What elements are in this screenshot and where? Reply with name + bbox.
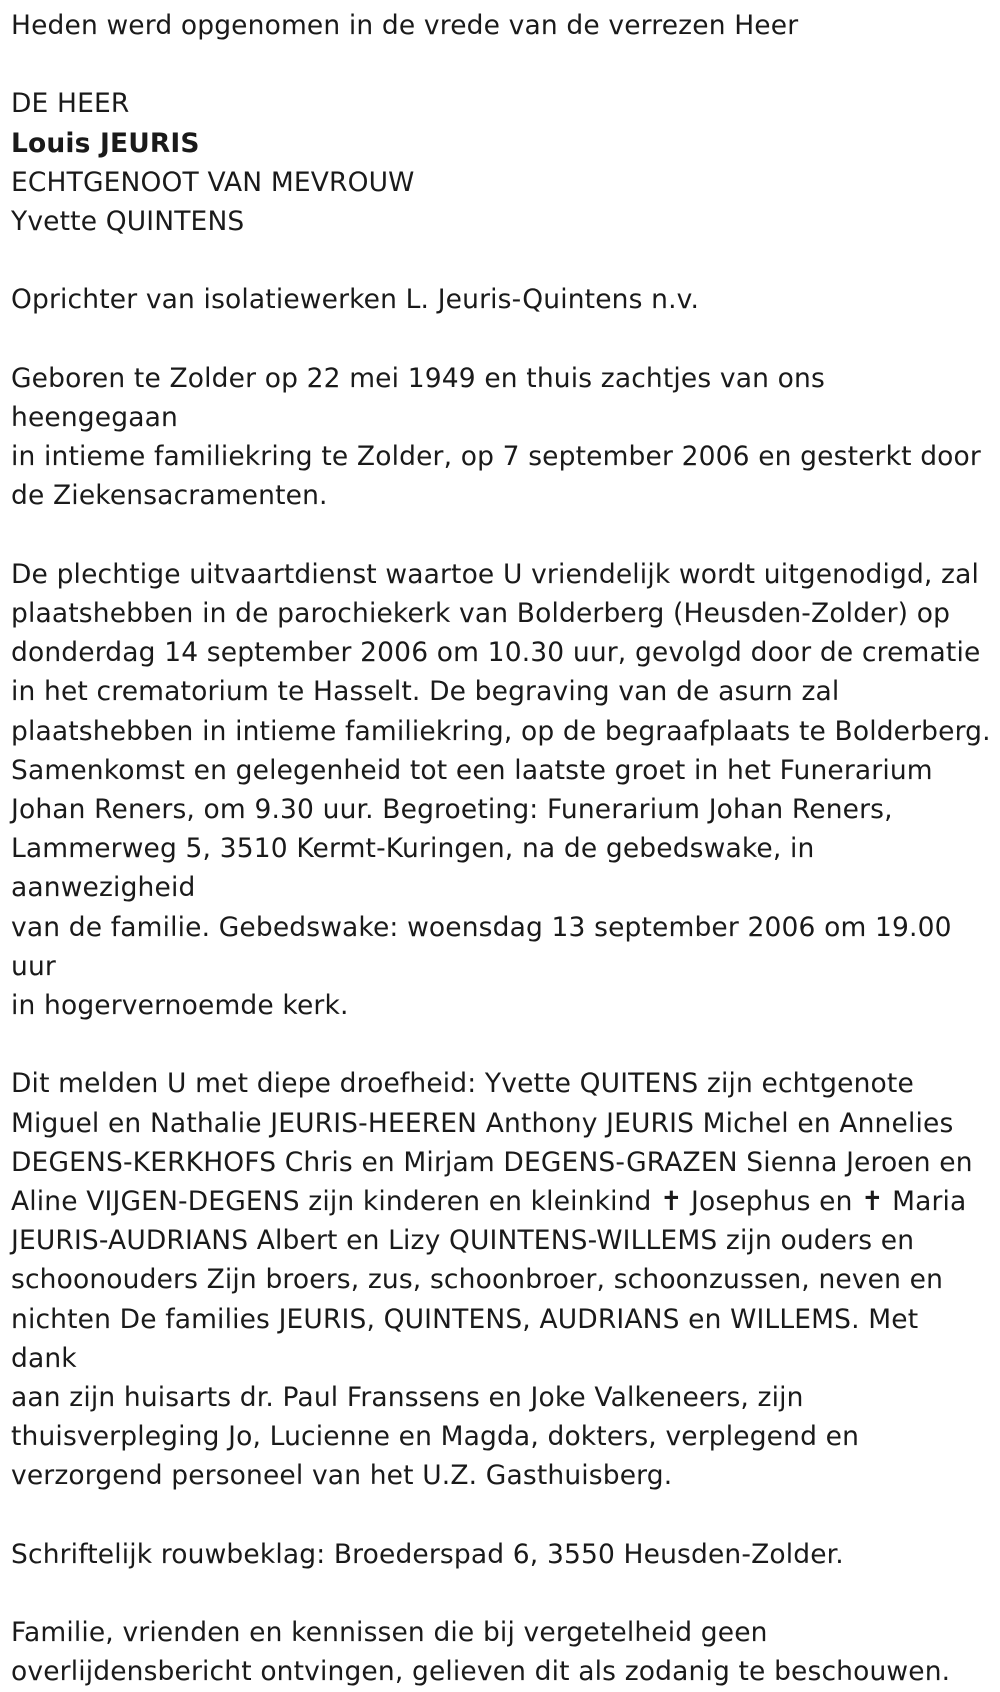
text-line: plaatshebben in de parochiekerk van Bolderberg (Heusden-Zolder) op <box>11 597 951 629</box>
spacer <box>11 241 991 280</box>
spacer <box>11 1496 991 1535</box>
text-line: verzorgend personeel van het U.Z. Gasthuisberg. <box>11 1460 673 1492</box>
text-line: van de familie. Gebedswake: woensdag 13 september 2006 om 19.00 uur <box>11 911 952 982</box>
text-line: Familie, vrienden en kennissen die bij vergetelheid geen <box>11 1617 768 1649</box>
text-line: in het crematorium te Hasselt. De begraving van de asurn zal <box>11 676 840 708</box>
occupation: Oprichter van isolatiewerken L. Jeuris-Quintens n.v. <box>11 284 700 316</box>
text-line: Lammerweg 5, 3510 Kermt-Kuringen, na de gebedswake, in aanwezigheid <box>11 833 815 904</box>
spacer <box>11 1025 991 1064</box>
spacer <box>11 516 991 555</box>
text-line: DEGENS-KERKHOFS Chris en Mirjam DEGENS-GRAZEN Sienna Jeroen en <box>11 1146 973 1178</box>
spacer <box>11 320 991 359</box>
deceased-name: Louis JEURIS <box>11 127 200 159</box>
birth-death-paragraph <box>11 359 991 516</box>
intro-line: Heden werd opgenomen in de vrede van de verrezen Heer <box>11 10 799 41</box>
text-line: De plechtige uitvaartdienst waartoe U vriendelijk wordt uitgenodigd, zal <box>11 558 980 590</box>
spacer <box>11 45 991 84</box>
text-line: in intieme familiekring te Zolder, op 7 september 2006 en gesterkt door <box>11 441 981 473</box>
text-line: donderdag 14 september 2006 om 10.30 uur, gevolgd door de crematie <box>11 637 981 669</box>
text-line: schoonouders Zijn broers, zus, schoonbroer, schoonzussen, neven en <box>11 1264 944 1296</box>
text-line: Aline VIJGEN-DEGENS zijn kinderen en kleinkind ✝ Josephus en ✝ Maria <box>11 1186 967 1218</box>
spouse-label: ECHTGENOOT VAN MEVROUW <box>11 166 415 198</box>
text-line: thuisverpleging Jo, Lucienne en Magda, dokters, verplegend en <box>11 1421 860 1453</box>
family-paragraph <box>11 1064 991 1495</box>
title-line: DE HEER <box>11 88 130 120</box>
text-line: Samenkomst en gelegenheid tot een laatste groet in het Funerarium <box>11 754 933 786</box>
death-notice <box>11 6 991 1692</box>
text-line: nichten De families JEURIS, QUINTENS, AUDRIANS en WILLEMS. Met dank <box>11 1303 919 1374</box>
ceremony-paragraph <box>11 555 991 1025</box>
text-line: de Ziekensacramenten. <box>11 480 328 512</box>
text-line: Miguel en Nathalie JEURIS-HEEREN Anthony JEURIS Michel en Annelies <box>11 1107 954 1139</box>
closing-paragraph <box>11 1613 991 1691</box>
condolence-address: Schriftelijk rouwbeklag: Broederspad 6, 3550 Heusden-Zolder. <box>11 1538 844 1570</box>
text-line: overlijdensbericht ontvingen, gelieven dit als zodanig te beschouwen. <box>11 1656 951 1688</box>
text-line: Johan Reners, om 9.30 uur. Begroeting: Funerarium Johan Reners, <box>11 794 893 825</box>
spacer <box>11 1574 991 1613</box>
text-line: JEURIS-AUDRIANS Albert en Lizy QUINTENS-WILLEMS zijn ouders en <box>11 1225 915 1257</box>
spouse-name: Yvette QUINTENS <box>11 206 245 237</box>
text-line: aan zijn huisarts dr. Paul Franssens en Joke Valkeneers, zijn <box>11 1382 804 1414</box>
text-line: Dit melden U met diepe droefheid: Yvette QUITENS zijn echtgenote <box>11 1068 914 1100</box>
text-line: plaatshebben in intieme familiekring, op de begraafplaats te Bolderberg. <box>11 715 991 747</box>
text-line: in hogervernoemde kerk. <box>11 990 349 1022</box>
text-line: Geboren te Zolder op 22 mei 1949 en thuis zachtjes van ons heengegaan <box>11 362 825 433</box>
